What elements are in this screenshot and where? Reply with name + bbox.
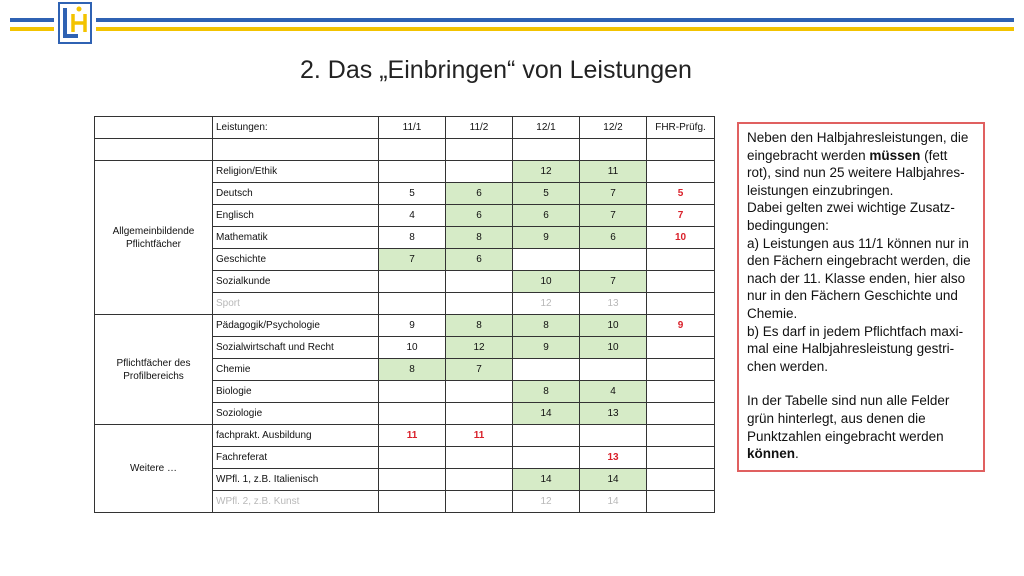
- grade-cell: [446, 447, 513, 469]
- grade-cell: [513, 447, 580, 469]
- grade-cell: [647, 337, 715, 359]
- school-logo: [58, 2, 92, 44]
- grade-cell: 14: [580, 491, 647, 513]
- grade-cell: [446, 491, 513, 513]
- subject-cell: WPfl. 2, z.B. Kunst: [213, 491, 379, 513]
- grade-cell: 9: [513, 227, 580, 249]
- grade-cell: [379, 161, 446, 183]
- info-paragraph-1: Neben den Halbjahresleistungen, die eingebracht werden müssen (fett rot), sind nun 25 weitere Halbjahres-leistungen einzubringen.: [747, 130, 969, 198]
- grade-cell: [379, 447, 446, 469]
- subject-cell: Sozialwirtschaft und Recht: [213, 337, 379, 359]
- grade-cell: 5: [513, 183, 580, 205]
- column-header: FHR-Prüfg.: [647, 117, 715, 139]
- grade-cell: [379, 381, 446, 403]
- grade-cell: [580, 249, 647, 271]
- header-stripe-blue-right: [96, 18, 1014, 22]
- grade-cell: 10: [580, 337, 647, 359]
- grade-cell: [513, 425, 580, 447]
- header-stripe-yellow-right: [96, 27, 1014, 31]
- subject-cell: Englisch: [213, 205, 379, 227]
- grade-cell: 5: [379, 183, 446, 205]
- subject-cell: Fachreferat: [213, 447, 379, 469]
- grade-cell: 10: [513, 271, 580, 293]
- subject-cell: Mathematik: [213, 227, 379, 249]
- group-label: Weitere …: [95, 425, 213, 513]
- grade-cell: 8: [379, 227, 446, 249]
- empty-cell: [213, 139, 379, 161]
- grade-cell: [446, 293, 513, 315]
- grade-cell: 7: [379, 249, 446, 271]
- grade-cell: [580, 359, 647, 381]
- grade-cell: [446, 161, 513, 183]
- column-header: 11/2: [446, 117, 513, 139]
- grade-cell: 7: [580, 183, 647, 205]
- grade-cell: [647, 249, 715, 271]
- grade-cell: 5: [647, 183, 715, 205]
- grade-cell: 8: [513, 315, 580, 337]
- group-label: Pflichtfächer des Profilbereichs: [95, 315, 213, 425]
- grade-cell: 12: [513, 161, 580, 183]
- grade-cell: 7: [647, 205, 715, 227]
- grade-cell: 6: [446, 183, 513, 205]
- empty-cell: [647, 139, 715, 161]
- grade-cell: [379, 491, 446, 513]
- grade-cell: [647, 447, 715, 469]
- grade-cell: [647, 425, 715, 447]
- empty-cell: [513, 139, 580, 161]
- subject-cell: WPfl. 1, z.B. Italienisch: [213, 469, 379, 491]
- subject-cell: Biologie: [213, 381, 379, 403]
- subject-cell: Pädagogik/Psychologie: [213, 315, 379, 337]
- grade-cell: [446, 381, 513, 403]
- emphasis-muessen: müssen: [869, 147, 921, 163]
- info-paragraph-2: Dabei gelten zwei wichtige Zusatz-bedingungen:: [747, 200, 955, 233]
- column-header: 12/2: [580, 117, 647, 139]
- grade-cell: 12: [513, 491, 580, 513]
- table-row: [95, 315, 715, 337]
- grade-cell: 8: [513, 381, 580, 403]
- page-title: 2. Das „Einbringen“ von Leistungen: [300, 56, 692, 84]
- grade-cell: 12: [513, 293, 580, 315]
- grades-table: [94, 116, 715, 513]
- table-row: [95, 161, 715, 183]
- grade-cell: 10: [580, 315, 647, 337]
- grade-cell: [513, 249, 580, 271]
- subject-cell: Sport: [213, 293, 379, 315]
- grade-cell: 6: [513, 205, 580, 227]
- grade-cell: 8: [446, 315, 513, 337]
- grade-cell: 13: [580, 403, 647, 425]
- grade-cell: 9: [513, 337, 580, 359]
- subject-cell: Deutsch: [213, 183, 379, 205]
- empty-cell: [379, 139, 446, 161]
- grade-cell: 14: [513, 469, 580, 491]
- grade-cell: 9: [379, 315, 446, 337]
- info-paragraph-3: a) Leistungen aus 11/1 können nur in den Fächern eingebracht werden, die nach der 11. Klasse enden, hier also nur in den Fächern Geschichte und Chemie.: [747, 235, 971, 321]
- emphasis-koennen: können: [747, 446, 796, 462]
- header-stripe-blue-left: [10, 18, 54, 22]
- empty-cell: [95, 139, 213, 161]
- grade-cell: 6: [446, 249, 513, 271]
- grade-cell: [580, 425, 647, 447]
- column-header: 11/1: [379, 117, 446, 139]
- table-row: [95, 425, 715, 447]
- header-label: Leistungen:: [213, 117, 379, 139]
- grade-cell: 7: [580, 271, 647, 293]
- grade-cell: 10: [647, 227, 715, 249]
- subject-cell: Sozialkunde: [213, 271, 379, 293]
- grade-cell: 9: [647, 315, 715, 337]
- grade-cell: [446, 403, 513, 425]
- grade-cell: [647, 293, 715, 315]
- grade-cell: [647, 403, 715, 425]
- subject-cell: Religion/Ethik: [213, 161, 379, 183]
- grade-cell: [647, 491, 715, 513]
- grade-cell: 6: [446, 205, 513, 227]
- grade-cell: 10: [379, 337, 446, 359]
- table-header-row: [95, 117, 715, 139]
- empty-cell: [446, 139, 513, 161]
- grade-cell: [379, 403, 446, 425]
- subject-cell: Soziologie: [213, 403, 379, 425]
- header-stripe-yellow-left: [10, 27, 54, 31]
- info-paragraph-5: In der Tabelle sind nun alle Felder grün hinterlegt, aus denen die Punktzahlen eingebracht werden können.: [747, 393, 950, 462]
- group-label: Allgemeinbildende Pflichtfächer: [95, 161, 213, 315]
- grade-cell: 12: [446, 337, 513, 359]
- grade-cell: 7: [580, 205, 647, 227]
- grade-cell: [647, 271, 715, 293]
- empty-cell: [580, 139, 647, 161]
- grade-cell: [379, 293, 446, 315]
- grade-cell: 11: [446, 425, 513, 447]
- grade-cell: [446, 469, 513, 491]
- grade-cell: 13: [580, 447, 647, 469]
- grade-cell: 4: [379, 205, 446, 227]
- grade-cell: [647, 161, 715, 183]
- grade-cell: [647, 469, 715, 491]
- grade-cell: [446, 271, 513, 293]
- grade-cell: 8: [379, 359, 446, 381]
- grade-cell: [379, 271, 446, 293]
- grade-cell: 13: [580, 293, 647, 315]
- subject-cell: Chemie: [213, 359, 379, 381]
- info-paragraph-4: b) Es darf in jedem Pflichtfach maxi-mal eine Halbjahresleistung gestri-chen werden.: [747, 323, 964, 374]
- subject-cell: Geschichte: [213, 249, 379, 271]
- grade-cell: 6: [580, 227, 647, 249]
- grade-cell: 11: [379, 425, 446, 447]
- grade-cell: [513, 359, 580, 381]
- grade-cell: 11: [580, 161, 647, 183]
- table-empty-row: [95, 139, 715, 161]
- header-corner-cell: [95, 117, 213, 139]
- grade-cell: 7: [446, 359, 513, 381]
- info-box: [737, 122, 985, 472]
- grade-cell: [379, 469, 446, 491]
- grade-cell: 8: [446, 227, 513, 249]
- subject-cell: fachprakt. Ausbildung: [213, 425, 379, 447]
- grade-cell: 14: [513, 403, 580, 425]
- column-header: 12/1: [513, 117, 580, 139]
- grade-cell: 14: [580, 469, 647, 491]
- grade-cell: [647, 381, 715, 403]
- grade-cell: 4: [580, 381, 647, 403]
- grade-cell: [647, 359, 715, 381]
